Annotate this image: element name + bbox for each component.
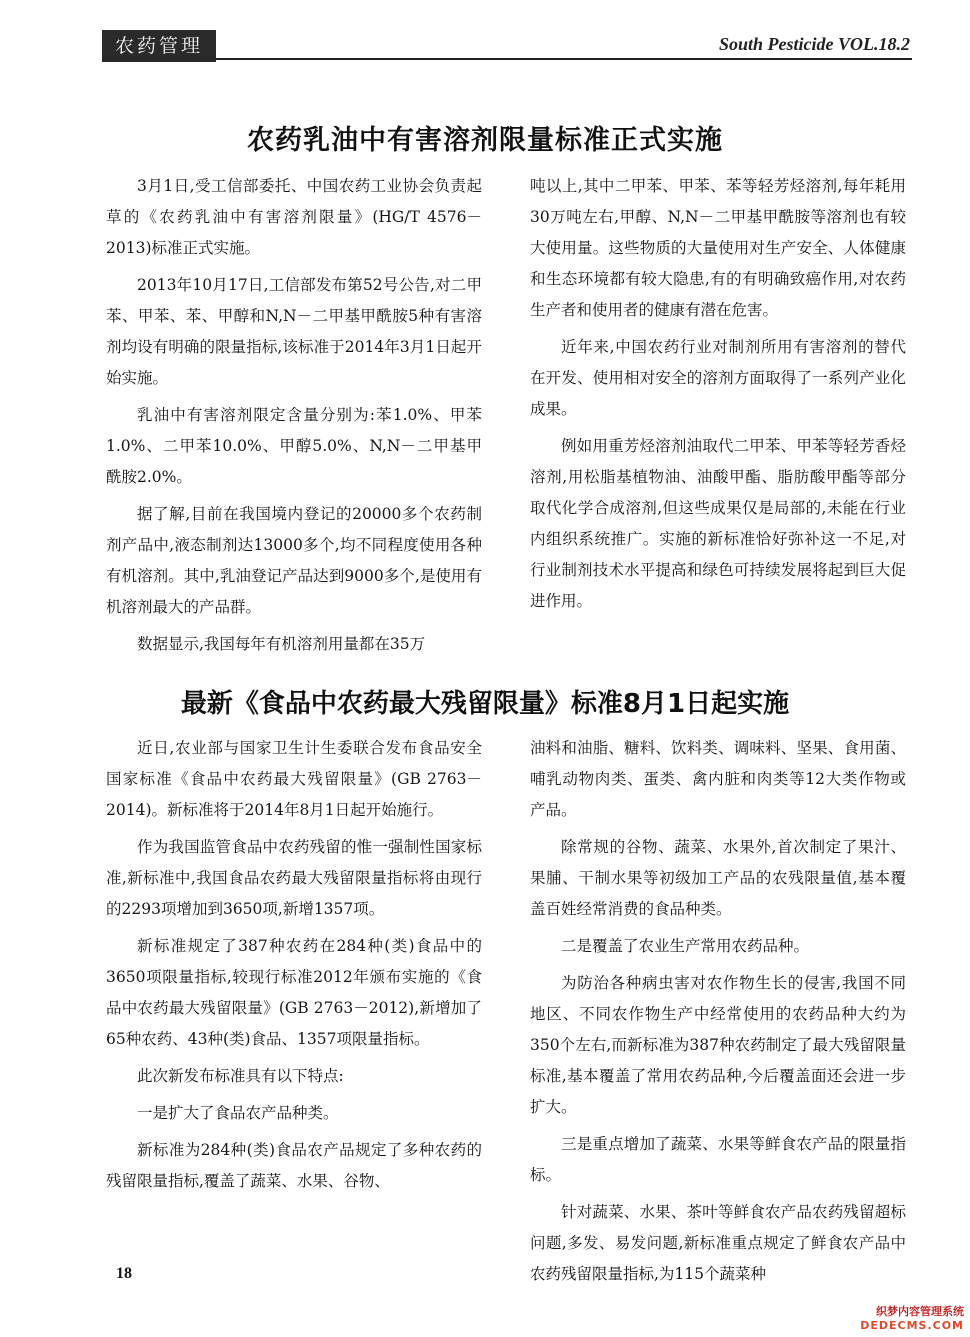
article-1-paragraph: 3月1日,受工信部委托、中国农药工业协会负责起草的《农药乳油中有害溶剂限量》(HG/T 4576－2013)标准正式实施。 <box>106 177 482 257</box>
header-divider <box>216 58 912 60</box>
watermark-line-1: 织梦内容管理系统 <box>876 1305 964 1318</box>
page-number: 18 <box>116 1265 132 1282</box>
article-2-paragraph: 近日,农业部与国家卫生计生委联合发布食品安全国家标准《食品中农药最大残留限量》(GB 2763－2014)。新标准将于2014年8月1日起开始施行。 <box>106 739 482 819</box>
article-1-paragraph: 数据显示,我国每年有机溶剂用量都在35万 <box>137 635 426 653</box>
article-1-paragraph-continued: 吨以上,其中二甲苯、甲苯、苯等轻芳烃溶剂,每年耗用30万吨左右,甲醇、N,N－二甲基甲酰胺等溶剂也有较大使用量。这些物质的大量使用对生产安全、人体健康和生态环境都有较大隐患,有的有明确致癌作用,对农药生产者和使用者的健康有潜在危害。 <box>530 177 906 319</box>
article-1-paragraph: 例如用重芳烃溶剂油取代二甲苯、甲苯等轻芳香烃溶剂,用松脂基植物油、油酸甲酯、脂肪酸甲酯等部分取代化学合成溶剂,但这些成果仅是局部的,未能在行业内组织系统推广。实施的新标准恰好弥补这一不足,对行业制剂技术水平提高和绿色可持续发展将起到巨大促进作用。 <box>530 437 906 610</box>
article-2-paragraph-continued: 油料和油脂、糖料、饮料类、调味料、坚果、食用菌、哺乳动物肉类、蛋类、禽内脏和肉类等12大类作物或产品。 <box>530 739 906 819</box>
article-2-paragraph: 针对蔬菜、水果、茶叶等鲜食农产品农药残留超标问题,多发、易发问题,新标准重点规定了鲜食农产品中农药残留限量指标,为115个蔬菜种 <box>530 1203 906 1283</box>
article-1-paragraph: 据了解,目前在我国境内登记的20000多个农药制剂产品中,液态制剂达13000多个,均不同程度使用各种有机溶剂。其中,乳油登记产品达到9000多个,是使用有机溶剂最大的产品群。 <box>106 505 482 616</box>
article-2-title: 最新《食品中农药最大残留限量》标准8月1日起实施 <box>180 689 790 719</box>
article-2-paragraph: 三是重点增加了蔬菜、水果等鲜食农产品的限量指标。 <box>530 1135 906 1184</box>
article-2-paragraph: 新标准规定了387种农药在284种(类)食品中的3650项限量指标,较现行标准2012年颁布实施的《食品中农药最大残留限量》(GB 2763－2012),新增加了65种农药、43种(类)食品、1357项限量指标。 <box>106 937 482 1048</box>
article-2-paragraph: 新标准为284种(类)食品农产品规定了多种农药的残留限量指标,覆盖了蔬菜、水果、谷物、 <box>106 1141 482 1190</box>
section-tag: 农药管理 <box>102 30 216 62</box>
article-2-paragraph: 二是覆盖了农业生产常用农药品种。 <box>561 937 810 955</box>
article-2-paragraph: 除常规的谷物、蔬菜、水果外,首次制定了果汁、果脯、干制水果等初级加工产品的农残限量值,基本覆盖百姓经常消费的食品种类。 <box>530 838 906 918</box>
article-2-paragraph: 作为我国监管食品中农药残留的惟一强制性国家标准,新标准中,我国食品农药最大残留限量指标将由现行的2293项增加到3650项,新增1357项。 <box>106 838 482 918</box>
article-2-paragraph: 此次新发布标准具有以下特点: <box>137 1067 344 1085</box>
article-2-left-column <box>106 733 482 1203</box>
article-2-right-column <box>530 733 906 1296</box>
watermark-line-2: DEDECMS.COM <box>860 1319 964 1332</box>
article-2-paragraph: 一是扩大了食品农产品种类。 <box>137 1104 339 1122</box>
article-1-right-column <box>530 171 906 623</box>
journal-name: South Pesticide VOL.18.2 <box>718 34 910 54</box>
article-1-paragraph: 近年来,中国农药行业对制剂所用有害溶剂的替代在开发、使用相对安全的溶剂方面取得了一系列产业化成果。 <box>530 338 906 418</box>
article-1-title: 农药乳油中有害溶剂限量标准正式实施 <box>247 125 723 156</box>
article-1-paragraph: 乳油中有害溶剂限定含量分别为:苯1.0%、甲苯1.0%、二甲苯10.0%、甲醇5.0%、N,N－二甲基甲酰胺2.0%。 <box>106 406 482 486</box>
article-1-paragraph: 2013年10月17日,工信部发布第52号公告,对二甲苯、甲苯、苯、甲醇和N,N－二甲基甲酰胺5种有害溶剂均设有明确的限量指标,该标准于2014年3月1日起开始实施。 <box>106 276 482 387</box>
watermark <box>860 1305 964 1333</box>
article-1-left-column <box>106 171 482 666</box>
article-2-paragraph: 为防治各种病虫害对农作物生长的侵害,我国不同地区、不同农作物生产中经常使用的农药品种大约为350个左右,而新标准为387种农药制定了最大残留限量标准,基本覆盖了常用农药品种,今后覆盖面还会进一步扩大。 <box>530 974 906 1116</box>
